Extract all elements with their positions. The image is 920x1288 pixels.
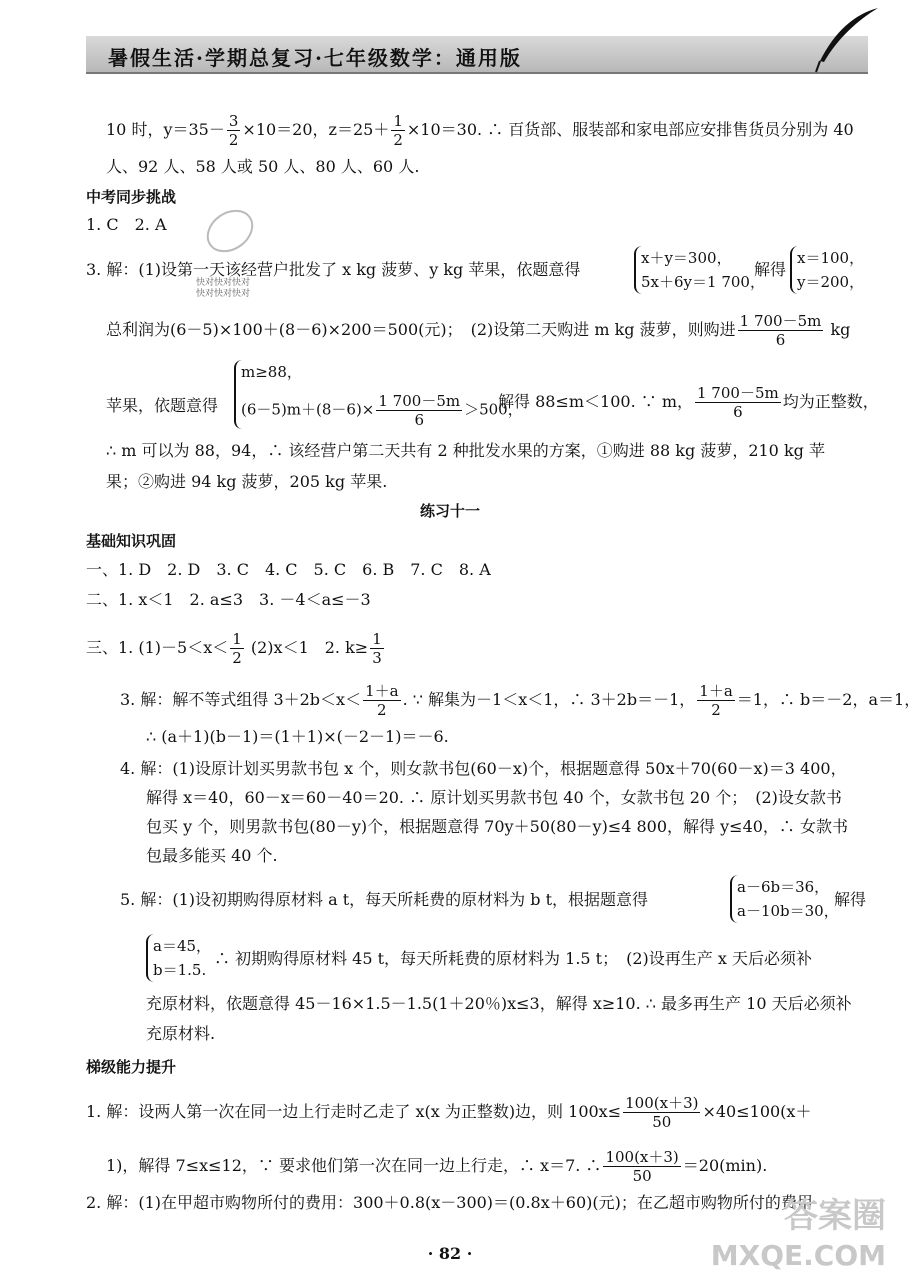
text-line (106, 1148, 767, 1185)
numerator: 1 (372, 630, 382, 648)
fraction (623, 1094, 700, 1131)
numerator: 1＋a (365, 682, 399, 700)
stamp-text: 快对快对快对 (196, 278, 251, 288)
stamp-icon (190, 196, 270, 266)
section-heading: 梯级能力提升 (86, 1058, 177, 1076)
numerator: 1 700－5m (378, 392, 461, 410)
numerator: 100(x＋3) (625, 1094, 699, 1112)
text-line: 2. 解：(1)在甲超市购物所付的费用：300＋0.8(x－300)＝(0.8x＋60)(元)；在乙超市购物所付的费用 (86, 1193, 813, 1212)
numerator: 1 700－5m (697, 384, 779, 402)
denominator: 2 (711, 701, 721, 719)
text-run: 1. 解：设两人第一次在同一边上行走时乙走了 x(x 为正整数)边，则 100x≤ (86, 1102, 622, 1121)
equation: m≥88， (241, 363, 302, 381)
denominator: 2 (377, 701, 387, 719)
text-run: (2)x＜1 2. k≥ (250, 638, 369, 657)
text-line: ∴ (a＋1)(b－1)＝(1＋1)×(－2－1)＝－6. (146, 727, 449, 746)
numerator: 1 (393, 112, 403, 130)
text-run: 解得 (754, 260, 787, 279)
text-line (86, 630, 386, 667)
text-line: 一、1. D 2. D 3. C 4. C 5. C 6. B 7. C 8. A (86, 560, 491, 579)
text-run: . ∵ 解集为－1＜x＜1，∴ 3＋2b＝－1， (402, 690, 696, 709)
text-run: 10 时，y＝35－ (106, 120, 225, 139)
equation: y＝200， (797, 273, 865, 291)
numerator: 100(x＋3) (605, 1148, 679, 1166)
text-line: 充原材料，依题意得 45－16×1.5－1.5(1＋20％)x≤3，解得 x≥10. ∴ 最多再生产 10 天后必须补 (146, 994, 852, 1013)
text-line: 充原材料. (146, 1024, 216, 1043)
fraction (370, 630, 384, 667)
numerator: 1＋a (699, 682, 733, 700)
text-run: 均为正整数， (782, 392, 879, 411)
numerator: 1 700－5m (739, 312, 822, 330)
text-line: 包买 y 个，则男款书包(80－y)个，根据题意得 70y＋50(80－y)≤4 800，解得 y≤40，∴ 女款书 (146, 817, 849, 836)
fraction (738, 312, 824, 349)
equation-system (146, 934, 211, 982)
fraction (695, 384, 781, 421)
text-run: 三、1. (1)－5＜x＜ (86, 638, 229, 657)
denominator: 6 (733, 403, 743, 421)
numerator: 1 (232, 630, 242, 648)
equation: a－6b＝36， (737, 878, 830, 896)
denominator: 6 (414, 411, 424, 429)
section-heading: 中考同步挑战 (86, 188, 177, 206)
fraction (363, 682, 401, 719)
equation: 5x＋6y＝1 700， (641, 273, 765, 291)
equation: a＝45， (153, 937, 212, 955)
equation-system (234, 360, 523, 429)
text-line: 人、92 人、58 人或 50 人、80 人、60 人. (106, 157, 420, 176)
page-header-bar (86, 36, 868, 74)
text-line: ∴ m 可以为 88，94，∴ 该经营户第二天共有 2 种批发水果的方案，①购进 88 kg 菠萝，210 kg 苹 (106, 441, 825, 460)
text-line (498, 384, 879, 421)
text-line (120, 682, 920, 719)
denominator: 2 (228, 131, 239, 149)
watermark-url: MXQE.COM (710, 1239, 886, 1272)
text-line: 包最多能买 40 个. (146, 846, 278, 865)
text-run: ×10＝30. ∴ 百货部、服装部和家电部应安排售货员分别为 40 (406, 120, 854, 139)
text-line (106, 112, 854, 149)
text-run: (6－5)m＋(8－6)× (241, 400, 375, 419)
text-line: 苹果，依题意得 (106, 396, 219, 415)
text-line (86, 1094, 811, 1131)
text-run: 3. 解：解不等式组得 3＋2b＜x＜ (120, 690, 362, 709)
text-line: 解得 x＝40，60－x＝60－40＝20. ∴ 原计划买男款书包 40 个，女款书包 20 个； (2)设女款书 (146, 788, 842, 807)
watermark-text: 答案圈 (784, 1196, 886, 1236)
equation: a－10b＝30， (737, 902, 839, 920)
fraction (391, 112, 405, 149)
equation: b＝1.5. (153, 961, 207, 979)
text-line: 5. 解：(1)设初期购得原材料 a t，每天所耗费的原材料为 b t，根据题意得 (120, 890, 649, 909)
denominator: 2 (393, 131, 403, 149)
text-run: ×40≤100(x＋ (702, 1102, 812, 1121)
text-line: 3. 解：(1)设第一天该经营户批发了 x kg 菠萝、y kg 苹果，依题意得 (86, 260, 581, 279)
equation-system (790, 246, 864, 294)
equation: x＝100， (797, 249, 865, 267)
text-line: 1. C 2. A (86, 215, 167, 234)
equation: x＋y＝300， (641, 249, 732, 267)
denominator: 50 (632, 1167, 652, 1185)
text-run: ＞500， (464, 400, 523, 419)
denominator: 50 (652, 1113, 672, 1131)
text-run: 1)，解得 7≤x≤12，∵ 要求他们第一次在同一边上行走，∴ x＝7. ∴ (106, 1156, 602, 1175)
text-run: ＝20(min). (682, 1156, 768, 1175)
text-line (106, 312, 850, 349)
section-heading: 基础知识巩固 (86, 532, 177, 550)
page-header-title: 暑假生活·学期总复习·七年级数学：通用版 (108, 46, 522, 70)
text-run: 解得 88≤m＜100. ∵ m， (498, 392, 693, 411)
stamp-text: 快对快对快对 (196, 289, 251, 299)
text-run: ×10＝20，z＝25＋ (242, 120, 390, 139)
text-line: 二、1. x＜1 2. a≤3 3. －4＜a≤－3 (86, 590, 371, 609)
text-line: 4. 解：(1)设原计划买男款书包 x 个，则女款书包(60－x)个，根据题意得 50x＋70(60－x)＝3 400， (120, 759, 847, 778)
denominator: 3 (372, 649, 382, 667)
denominator: 6 (775, 331, 786, 349)
equation (241, 392, 523, 429)
text-line: 果；②购进 94 kg 菠萝，205 kg 苹果. (106, 472, 388, 491)
fraction (376, 392, 462, 429)
fraction (697, 682, 735, 719)
text-run: 解得 (834, 890, 867, 909)
fraction (603, 1148, 680, 1185)
quill-icon (800, 6, 880, 78)
fraction (227, 112, 241, 149)
denominator: 2 (232, 649, 242, 667)
exercise-title: 练习十一 (419, 502, 480, 520)
fraction (230, 630, 244, 667)
text-run: kg (830, 320, 851, 339)
equation-system (634, 246, 765, 294)
watermark-logo (711, 1196, 886, 1276)
equation-system (730, 875, 839, 923)
text-line: ∴ 初期购得原材料 45 t，每天所耗费的原材料为 1.5 t； (2)设再生产 x 天后必须补 (214, 949, 812, 968)
numerator: 3 (228, 112, 239, 130)
page-number: · 82 · (427, 1244, 473, 1263)
text-run: 总利润为(6－5)×100＋(8－6)×200＝500(元)； (2)设第二天购进 m kg 菠萝，则购进 (106, 320, 736, 339)
text-run: ＝1，∴ b＝－2，a＝1， (736, 690, 920, 709)
